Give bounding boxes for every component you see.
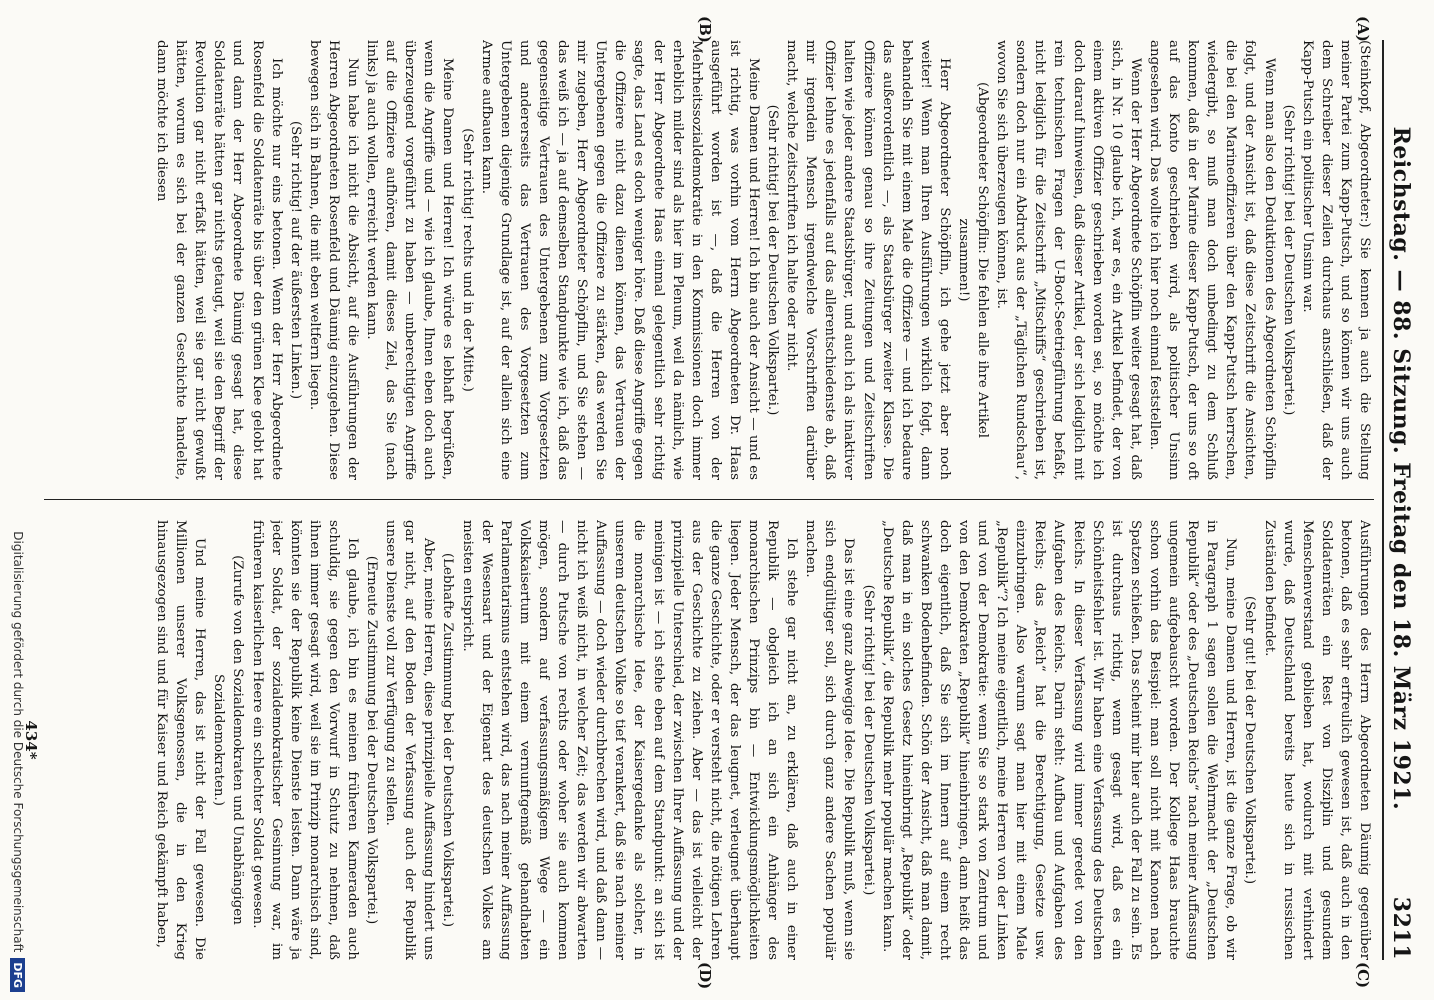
interjection: (Sehr richtig! bei der Deutschen Volkspartei.): [765, 104, 781, 416]
margin-mark-c: (C): [1354, 962, 1372, 989]
right-column: [44, 520, 1374, 960]
page-number: 3211: [1388, 896, 1414, 960]
provenance-note: [0, 0, 36, 1000]
interjection: (Sehr richtig! bei der Deutschen Volkspartei.): [860, 584, 876, 896]
interjection: (Abgeordneter Schöpflin: Die fehlen alle ihre Artikel zusammen!): [956, 81, 991, 439]
paragraph: Meine Damen und Herren! Ich bin auch der Ansicht — und es ist richtig, was vorhin vom Herrn Abgeordneten Dr. Haas ausgeführt worden ist —, daß die Herren von der Mehrheitssozialdemokratie in den Kommissionen doch immer erheblich milder sind als hier im Plenum, weil da nämlich, wie der Herr Abgeordnete Haas einmal gelegentlich sehr richtig sagte, das Land es doch weniger höre. Daß diese Angriffe gegen die Offiziere nicht dazu dienen können, das Vertrauen der Untergebenen gegen die Offiziere zu stärken, das werden Sie mir zugeben, Herr Abgeordneter Schöpflin, und Sie stehen — das weiß ich — ja auf demselben Standpunkte wie ich, daß das gegenseitige Vertrauen des Untergebenen zum Vorgesetzten und andererseits das Vertrauen des Vorgesetzten zum Untergebenen diejenige Grundlage ist, auf der allein sich eine Armee aufbauen kann.: [478, 40, 761, 480]
left-column: [44, 40, 1374, 480]
provenance-text: Digitalisierung gefördert durch die Deutsche Forschungsgemeinschaft: [11, 531, 25, 953]
paragraph: (Steinkopf, Abgeordneter:) Sie kennen ja auch die Stellung meiner Partei zum Kapp-Putsch, und so können wir uns auch dem Schreiber dieser Zeilen durchaus anschließen, daß der Kapp-Putsch ein politischer Unsinn war.: [1299, 40, 1372, 480]
margin-mark-a: (A): [1354, 16, 1372, 42]
dfg-logo: DFG: [11, 958, 26, 992]
paragraph: Nun habe ich nicht die Absicht, auf die Ausführungen der Herren Abgeordneten Rosenfeld und Däumig einzugehen. Diese bewegen sich in Bahnen, die mit eben weltfern liegen.: [306, 40, 361, 480]
interjection: (Lebhafte Zustimmung bei der Deutschen Volkspartei.): [440, 552, 456, 928]
margin-mark-b: (B): [696, 16, 714, 43]
paragraph: Wenn man also den Deduktionen des Abgeordneten Schöpflin folgt, und der Ansicht ist, daß diese Zeitschrift die Ansichten, die bei den Marineoffizieren über den Kapp-Putsch herrschen, wiedergibt, so muß man doch unbedingt zu dem Schluß kommen, daß in der Marine dieser Kapp-Putsch, der uns so oft auf das Konto geschrieben wird, als politischer Unsinn angesehen wird. Das wollte ich hier noch einmal feststellen.: [1146, 40, 1277, 480]
paragraph: Ausführungen des Herrn Abgeordneten Däumig gegenüber betonen, daß es sehr erfreulich gewesen ist, daß auch in den Soldatenräten ein Rest von Disziplin und gesundem Menschenverstand geblieben hat, wodurch mit verhindert wurde, daß Deutschland bereits heute sich in russischen Zuständen befindet.: [1261, 520, 1372, 960]
paragraph: Meine Damen und Herren! Ich würde es lebhaft begrüßen, wenn die Angriffe und — wie ich glaube, Ihnen eben doch auch überzeugend vorgeführt zu haben — unberechtigten Angriffe auf die Offiziere aufhören, damit dieses Ziel, das Sie (nach links) ja auch wollen, erreicht werden kann.: [364, 40, 456, 480]
paragraph: Herr Abgeordneter Schöpflin, ich gehe jetzt aber noch weiter! Wenn man Ihren Ausführungen wirklich folgt, dann behandeln Sie mit einem Male die Offiziere — und ich bedaure das außerordentlich —, als Staatsbürger zweiter Klasse. Die Offiziere können genau so ihre Zeitungen und Zeitschriften halten wie jeder andere Staatsbürger, und auch ich als inaktiver Offizier lehne es jedenfalls auf das allerentschiedenste ab, daß mir irgendein Mensch irgendwelche Vorschriften darüber macht, welche Zeitschriften ich halte oder nicht.: [784, 40, 952, 480]
paragraph: Das ist eine ganz abwegige Idee. Die Republik muß, wenn sie sich endgültiger soll, sich durch ganz andere Sachen populär machen.: [803, 520, 857, 960]
sheet-number: 434*: [22, 720, 40, 760]
paragraph: Ich stehe gar nicht an, zu erklären, daß auch in einer Republik — obgleich ich an sich ein Anhänger des monarchischen Prinzips bin — Entwicklungsmöglichkeiten liegen. Jeder Mensch, der das leugnet, verleugnet überhaupt die ganze Geschichte, oder er versteht nicht, die nötigen Lehren aus der Geschichte zu ziehen. Aber — das ist vielleicht der prinzipielle Unterschied, der zwischen Ihrer Auffassung und der meinigen ist — ich stehe eben auf dem Standpunkt: an sich ist die monarchische Idee, der Kaisergedanke als solcher, in unserem deutschen Volke so tief verankert, daß sie nach meiner Auffassung — doch wieder durchbrechen wird, und daß dann — nicht ich weiß nicht, in welcher Zeit; das werden wir abwarten — durch Putsche von rechts oder woher sie auch kommen mögen, sondern auf verfassungsmäßigem Wege — ein Volkskaisertum mit einem vernunftgemäß gehandhabten Parlamentarismus entstehen wird, das nach meiner Auffassung der Wesensart und der Eigenart des deutschen Volkes am meisten entspricht.: [459, 520, 800, 960]
interjection: (Sehr richtig! auf der äußersten Linken.): [287, 120, 303, 400]
paragraph: Aber, meine Herren, diese prinzipielle Auffassung hindert uns gar nicht, auf den Boden der Verfassung auch der Republik unsere Dienste voll zur Verfügung zu stellen.: [383, 520, 437, 960]
paragraph: Nun, meine Damen und Herren, ist die ganze Frage, ob wir in Paragraph 1 sagen sollen die Wehrmacht der „Deutschen Republik“ oder des „Deutschen Reichs“ nach meiner Auffassung ungemein aufgebauscht worden. Der Kollege Haas brauchte schon vorhin das Beispiel: man soll nicht mit Kanonen nach Spatzen schießen. Das scheint mir hier auch der Fall zu sein. Es ist durchaus richtig, wenn gesagt wird, daß es ein Schönheitsfehler ist. Wir haben eine Verfassung des Deutschen Reichs. In dieser Verfassung wird immer geredet von den Aufgaben des Reichs. Darin steht: Aufbau und Aufgaben des Reichs; das „Reich“ hat die Berechtigung, Gesetze usw. einzubringen. Also warum sagt man hier mit einem Male „Republik“? Ich meine eigentlich, meine Herren von der Linken und von der Demokratie: wenn Sie so stark von Zentrum und von den Demokraten „Republik“ hineinbringen, dann heißt das doch eigentlich, daß Sie sich im Innern auf einem recht schwanken Bodenbefinden. Schön der Ansicht, daß man damit, daß man in ein solches Gesetz hineinbringt „Republik“ oder „Deutsche Republik“, die Republik mehr populär machen kann.: [879, 520, 1239, 960]
margin-mark-d: (D): [696, 962, 714, 990]
page-header: [1382, 40, 1418, 960]
paragraph: Und meine Herren, das ist nicht der Fall gewesen. Die Millionen unserer Volksgenossen, die in den Krieg hinausgezogen sind und für Kaiser und Reich gekämpft haben,: [154, 520, 208, 960]
paragraph: Ich möchte nur eins betonen. Wenn der Herr Abgeordnete Rosenfeld die Soldatenräte bis über den grünen Klee gelobt hat und dann der Herr Abgeordnete Däumig gesagt hat, diese Soldatenräte hätten gar nichts getaugt, weil sie den Begriff der Revolution gar nicht erfaßt hätten, weil sie gar nicht gewußt hätten, worum es sich bei der ganzen Geschichte handelte, dann möchte ich diesen: [154, 40, 284, 480]
page-title: Reichstag. — 88. Sitzung. Freitag den 18. März 1921.: [1388, 126, 1414, 811]
interjection: (Sehr gut! bei der Deutschen Volkspartei.): [1242, 595, 1258, 885]
paragraph: Wenn der Herr Abgeordnete Schöpflin weiter gesagt hat, daß sich, in Nr. 10 glaube ich, war es, ein Artikel befindet, der von einem aktiven Offizier geschrieben worden sei, so möchte ich doch darauf hinweisen, daß dieser Artikel, der sich lediglich mit rein technischen Fragen der U-Boot-Seetriegführung befaßt, nicht lediglich für die Zeitschrift „Mitschiffs“ geschrieben ist, sondern doch nur ein Abdruck aus der „Täglichen Rundschau“, wovon Sie sich überzeugen können, ist.: [994, 40, 1143, 480]
interjection: (Sehr richtig! bei der Deutschen Volkspartei.): [1280, 104, 1296, 416]
interjection: (Sehr richtig! rechts und in der Mitte.): [459, 128, 475, 392]
paragraph: Ich glaube, ich bin es meinen früheren Kameraden auch schuldig, sie gegen den Vorwurf in Schutz zu nehmen, daß ihnen immer gesagt wird, weil sie im Prinzip monarchisch sind, könnten sie der Republik keine Dienste leisten. Dann wäre ja jeder Soldat, der sozialdemokratischer Gesinnung war, im früheren kaiserlichen Heere ein schlechter Soldat gewesen.: [249, 520, 361, 960]
interjection: (Zurufe von den Sozialdemokraten und Unabhängigen Sozialdemokraten.): [211, 555, 246, 925]
column-divider: [44, 499, 1374, 500]
interjection: (Erneute Zustimmung bei der Deutschen Volkspartei.): [364, 555, 380, 925]
